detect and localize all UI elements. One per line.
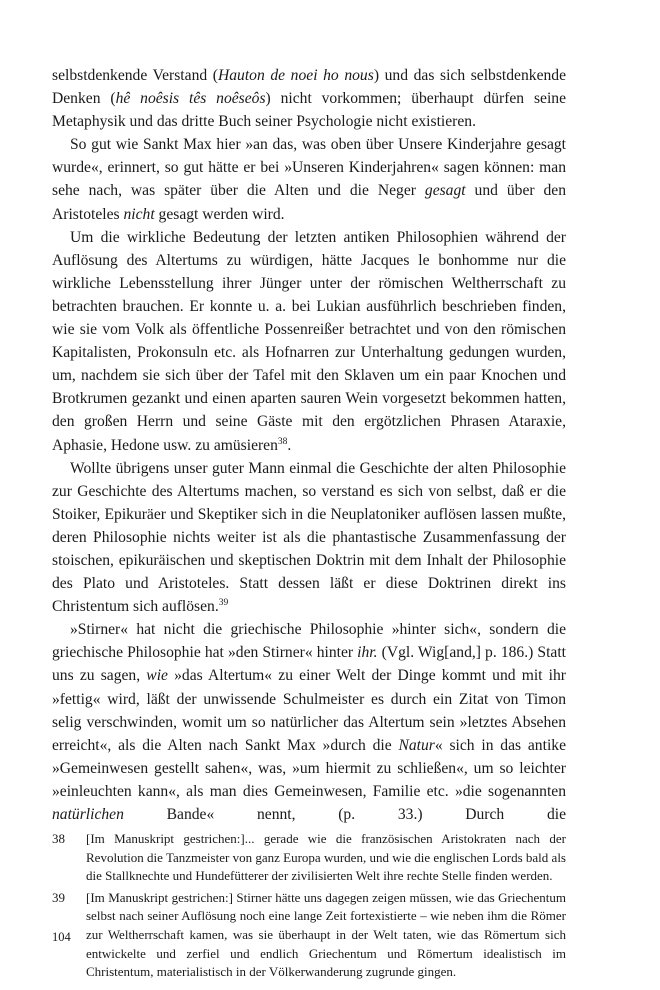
paragraph [52, 618, 566, 826]
footnote [52, 889, 566, 982]
paragraph [52, 133, 566, 225]
footnote-text: [Im Manuskript gestrichen:] Stirner hätte uns dagegen zeigen müssen, wie das Griechentum selbst nach seiner Auflösung noch eine lange Zeit fortexistierte – wie neben ihm die Römer zur Weltherrschaft kamen, was sie überhaupt in der Welt taten, wie das Römertum sich entwickelte und zerfiel und endlich Griechentum und Römertum idealistisch im Christentum, materialistisch in der Völkerwanderung zugrunde gingen. [86, 889, 566, 980]
text-run: »Stirner« hat nicht die griechische Philosophie »hinter sich«, sondern die griechische Philosophie hat »den Stirner« hinter [52, 621, 566, 662]
text-run: So gut wie Sankt Max hier »an das, was oben über Unsere Kinderjahre gesagt wurde«, erinnert, so gut hätte er bei »Unseren Kinderjahren« sagen können: man sehe nach, was später über die Alten und die Neger [52, 136, 566, 200]
text-run: « sich in das antike »Gemeinwesen gestellt sahen«, was, »um hiermit zu schließen«, um so leichter »einleuchten kann«, als man dies Gemeinwesen, Familie etc. »die sogenannten [52, 736, 566, 800]
text-run: Bande« nennt, (p. 33.) Durch die [123, 806, 566, 823]
italic-text: gesagt [424, 182, 466, 200]
italic-text: wie [146, 667, 168, 685]
text-run: selbstdenkende Verstand ( [52, 67, 218, 84]
text-run: ) und das sich selbstdenkende Denken ( [52, 67, 567, 108]
body-text [52, 64, 566, 826]
footnote-number: 39 [52, 889, 65, 905]
page-content [52, 64, 566, 985]
text-run: ) nicht vorkommen; überhaupt dürfen seine Metaphysik und das dritte Buch seiner Psychologie nicht existieren. [52, 90, 567, 131]
italic-text: natürlichen [52, 806, 124, 823]
footnotes [52, 830, 566, 982]
paragraph [52, 226, 566, 457]
italic-text: Natur [398, 736, 435, 754]
text-run: Wollte übrigens unser guter Mann einmal die Geschichte der alten Philosophie zur Geschichte des Altertums machen, so verstand es sich von selbst, daß er die Stoiker, Epikuräer und Skeptiker sich in die Neuplatoniker auflösen lassen mußte, deren Philosophie nichts weiter ist als die phantastische Zusammenfassung der stoischen, epikuräischen und skeptischen Doktrin mit dem Inhalt der Philosophie des Plato und Aristoteles. Statt dessen läßt er diese Doktrinen direkt ins Christentum sich auflösen. [52, 459, 566, 616]
footnote [52, 830, 566, 886]
page-number: 104 [52, 930, 71, 944]
text-run: Um die wirkliche Bedeutung der letzten antiken Philosophien während der Auflösung des Altertums zu würdigen, hätte Jacques le bonhomme nur die wirkliche Lebensstellung ihrer Jünger unter der römischen Weltherrschaft zu betrachten brauchen. Er konnte u. a. bei Lukian ausführlich beschrieben finden, wie sie vom Volk als öffentliche Possenreißer betrachtet und von den römischen Kapitalisten, Prokonsuln etc. als Hofnarren zur Unterhaltung gedungen wurden, um, nachdem sie sich über der Tafel mit den Sklaven um ein paar Knochen und Brotkrumen gezankt und einen aparten sauren Wein vorgesetzt bekommen hatten, den großen Herrn und seine Gäste mit den ergötzlichen Phrasen Ataraxie, Aphasie, Hedone usw. zu amüsieren [52, 228, 566, 454]
paragraph [52, 457, 566, 619]
footnote-ref: 38 [277, 436, 288, 447]
italic-text: Hauton de noei ho nous [217, 67, 374, 84]
italic-text: hê noêsis tês noêseôs [115, 90, 266, 108]
paragraph [52, 64, 566, 133]
italic-text: ihr. [357, 644, 378, 662]
text-run: . [287, 436, 292, 454]
footnote-number: 38 [52, 831, 65, 847]
text-run: gesagt werden wird. [154, 205, 285, 223]
footnote-ref: 39 [218, 598, 229, 609]
text-run: und über den Aristoteles [52, 182, 567, 223]
footnote-text: [Im Manuskript gestrichen:]... gerade wie die französischen Aristokraten nach der Revolution die Tanzmeister von ganz Europa wurden, und wie die englischen Lords bald als die Stallknechte und Hundefütterer der zivilisierten Welt ihre rechte Stelle finden werden. [86, 831, 566, 884]
italic-text: nicht [123, 205, 155, 223]
text-run: »das Altertum« zu einer Welt der Dinge kommt und mit ihr »fettig« wird, läßt der unwissende Schulmeister es durch ein Zitat von Timon selig verschwinden, womit um so natürlicher das Altertum sein »letztes Absehen erreicht«, als die Alten nach Sankt Max »durch die [52, 667, 566, 754]
text-run: (Vgl. Wig[and,] p. 186.) Statt uns zu sagen, [52, 644, 566, 685]
